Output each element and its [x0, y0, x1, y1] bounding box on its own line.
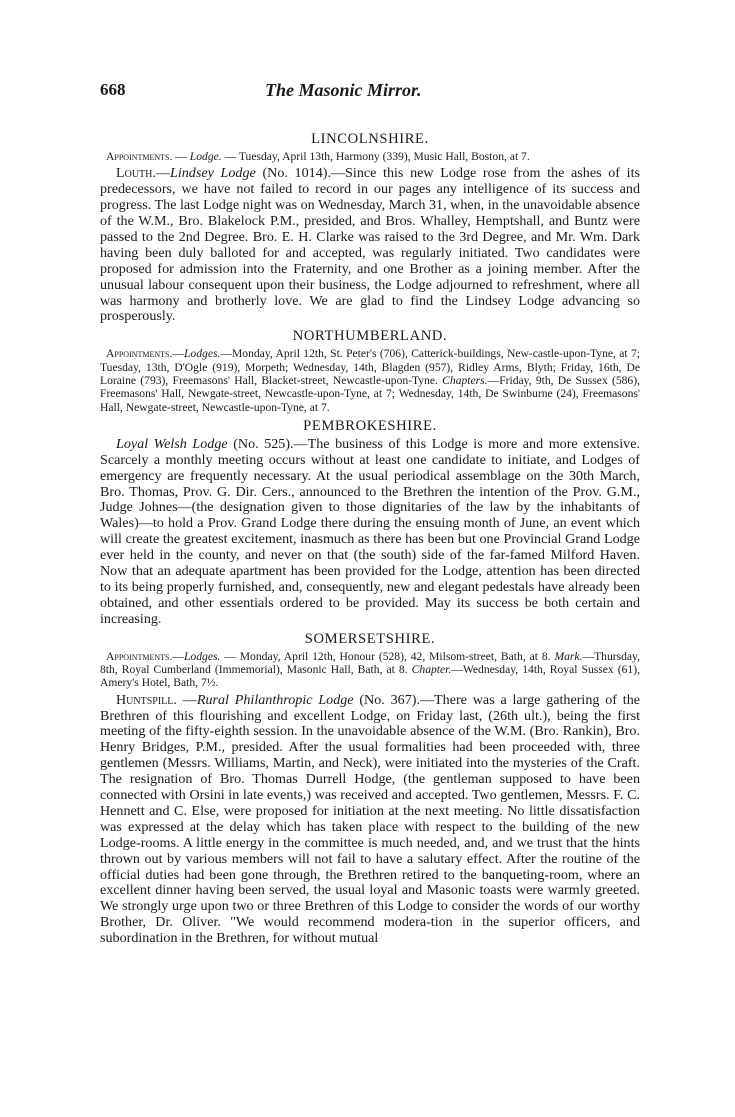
section-heading-lincolnshire: LINCOLNSHIRE. — [311, 131, 429, 147]
journal-title: The Masonic Mirror. — [265, 80, 422, 100]
mark-text: —Thursday, 8th, Royal Cumberland (Immemorial), Masonic Hall, Bath, at 8. — [100, 649, 640, 677]
lodges-label: Lodges. — [183, 649, 221, 663]
running-head — [100, 80, 640, 104]
lodge-name: Lindsey Lodge — [170, 165, 256, 182]
report-text: (No. 367).—There was a large gathering of the Brethren of this flourishing and excellent Lodge, on Friday last, (26th ult.), being the first meeting of the fifty-eighth session. In the unavoidable absence of the W.M. (Bro. Rankin), Bro. Henry Bridges, P.M., presided. After the usual formalities had been proceeded with, three gentlemen (Messrs. Williams, Martin, and Neck), were initiated into the mysteries of the Craft. The resignation of Bro. Thomas Durrell Hodge, (the gentleman supposed to have been connected with Orsini in late events,) was received and accepted. Two gentlemen, Messrs. F. C. Hennett and C. Else, were proposed for initiation at the next meeting. No little dissatisfaction was expressed at the delay which has taken place with respect to the building of the new Lodge-rooms. A little energy in the committee is much needed, and, and we trust that the hints thrown out by various members will not fail to have a salutary effect. After the routine of the official duties had been gone through, the Brethren retired to the banqueting-room, where an excellent dinner having been served, the usual loyal and Masonic toasts were warmly greeted. We strongly urge upon two or three Brethren of this Lodge to consider the words of our worthy Brother, Dr. Oliver. "We would recommend modera-tion in the superior officers, and subordination in the Brethren, for without mutual — [100, 691, 640, 947]
report-huntspill — [100, 693, 640, 948]
appointments-separator: — — [172, 347, 184, 361]
lodges-label: Lodge. — [189, 150, 222, 163]
appointments-text: — Tuesday, April 13th, Harmony (339), Music Hall, Boston, at 7. — [221, 150, 530, 163]
report-text: (No. 525).—The business of this Lodge is more and more extensive. Scarcely a monthly meeting occurs without at least one candidate to initiate, and Lodges of emergency are frequently necessary. At the usual periodical assemblage on the 30th March, Bro. Thomas, Prov. G. Dir. Cers., announced to the Brethren the intention of the Prov. G.M., Judge Johnes—(the designation given to those dignitaries of the law by the inhabitants of Wales)—to hold a Prov. Grand Lodge there during the ensuing month of June, an event which will create the greatest excitement, inasmuch as there has been but one Provincial Grand Lodge ever held in the county, and never on that (the south) side of the far-famed Milford Haven. Now that an adequate apartment has been provided for the Lodge, attention has been directed to its being properly furnished, and, consequently, new and elegant pedestals have already been obtained, and other essentials ordered to be provided. May its success be both certain and increasing. — [100, 435, 640, 627]
chapter-label: Chapter. — [411, 663, 452, 677]
appointments-northumberland — [100, 347, 640, 413]
chapter-text: —Wednesday, 14th, Royal Sussex (61), Amery's Hotel, Bath, 7½. — [100, 663, 640, 690]
lodge-name: Rural Philanthropic Lodge — [196, 691, 354, 708]
place-name: Louth. — [116, 165, 156, 182]
article-body — [100, 128, 640, 947]
chapters-text: —Friday, 9th, De Sussex (586), Freemasons' Hall, Newgate-street, Newcastle-upon-Tyne, at 7; Wednesday, 14th, De Swinburne (24), Freemasons' Hall, Newgate-street, Newcastle-upon-Tyne, at 7. — [100, 373, 640, 414]
section-heading-pembrokeshire: PEMBROKESHIRE. — [303, 417, 437, 434]
dash: — — [176, 691, 197, 708]
appointments-separator: — — [172, 649, 184, 663]
lodges-label: Lodges. — [183, 347, 221, 361]
section-heading-northumberland: NORTHUMBERLAND. — [292, 328, 448, 345]
appointments-label: Appointments. — [106, 150, 173, 163]
place-name: Huntspill. — [116, 691, 177, 708]
page-number: 668 — [100, 80, 126, 99]
chapters-label: Chapters. — [442, 373, 488, 387]
appointments-label: Appointments. — [106, 347, 173, 361]
report-text: (No. 1014).—Since this new Lodge rose from the ashes of its predecessors, we have not failed to record in our pages any intelligence of its success and progress. The last Lodge night was on Wednesday, March 31, when, in the unavoidable absence of the W.M., Bro. Blakelock P.M., presided, and Bros. Whalley, Hemptshall, and Buntz were passed to the 2nd Degree. Bro. E. H. Clarke was raised to the 3rd Degree, and Mr. Wm. Dark having been duly balloted for and accepted, was regularly initiated. Two candidates were proposed for admission into the Fraternity, and one Brother as a joining member. After the unusual labour consequent upon their business, the Lodge adjourned to refreshment, where all was harmony and brotherly love. We are glad to find the Lindsey Lodge advancing so prosperously. — [100, 165, 640, 325]
appointments-separator: — — [172, 150, 190, 163]
appointments-label: Appointments. — [106, 649, 173, 663]
appointments-text: — Monday, April 12th, Honour (528), 42, Milsom-street, Bath, at 8. — [220, 649, 551, 663]
report-louth — [100, 166, 640, 325]
report-loyal-welsh — [100, 437, 640, 628]
appointments-lincolnshire — [100, 150, 640, 163]
appointments-text: —Monday, April 12th, St. Peter's (706), Catterick-buildings, New-castle-upon-Tyne, at 7; Tuesday, 13th, D'Ogle (919), Morpeth; Wednesday, 14th, Blagden (957), Ridley Arms, Blyth; Friday, 16th, De Loraine (793), Freemasons' Hall, Blacket-street, Newcastle-upon-Tyne. — [100, 347, 640, 387]
mark-label: Mark. — [554, 649, 583, 663]
lodge-name: Loyal Welsh Lodge — [116, 435, 228, 452]
appointments-somersetshire — [100, 650, 640, 690]
section-heading-somersetshire: SOMERSETSHIRE. — [304, 630, 436, 647]
dash: — — [155, 165, 170, 182]
